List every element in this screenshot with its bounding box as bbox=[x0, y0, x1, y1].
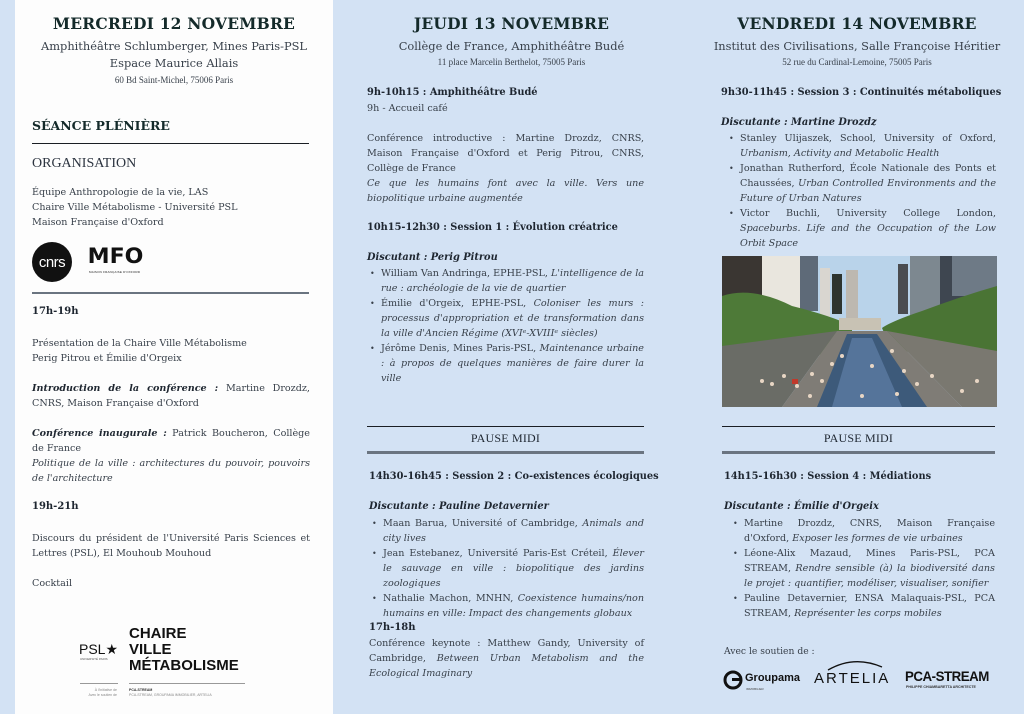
session4-talks bbox=[730, 516, 995, 621]
psl-logo: PSL★ bbox=[79, 641, 119, 657]
talk-title: Coexistence humains/non humains en ville: Impact des changements globaux bbox=[383, 593, 644, 619]
mfo-logo-subtitle: MAISON FRANÇAISE D'OXFORD bbox=[89, 270, 141, 274]
session1-head: 10h15-12h30 : Session 1 : Évolution créatrice bbox=[367, 222, 618, 233]
talk-item bbox=[726, 131, 996, 161]
divider bbox=[367, 451, 644, 454]
session2-talks bbox=[369, 516, 644, 621]
cnrs-logo: cnrs bbox=[32, 242, 72, 282]
session4-head: 14h15-16h30 : Session 4 : Médiations bbox=[724, 471, 932, 482]
intro-conference-block bbox=[367, 131, 644, 206]
talk-speaker: Nathalie Machon, MNHN, bbox=[383, 593, 518, 604]
pause-midi-label: PAUSE MIDI bbox=[470, 431, 541, 445]
keynote-time: 17h-18h bbox=[369, 622, 416, 633]
mfo-logo: MFO bbox=[87, 244, 144, 268]
speech-text: Discours du président de l'Université Paris Sciences et Lettres (PSL), El Mouhoub Mouhoud bbox=[32, 533, 310, 559]
divider bbox=[367, 426, 644, 427]
urban-stream-photo bbox=[722, 256, 997, 407]
talk-item bbox=[369, 591, 644, 621]
organisers-list bbox=[32, 185, 312, 230]
talk-speaker: Maan Barua, Université of Cambridge, bbox=[383, 518, 583, 529]
pause-midi-label: PAUSE MIDI bbox=[823, 431, 894, 445]
inaugural-block bbox=[32, 426, 310, 486]
cocktail-text: Cocktail bbox=[32, 578, 73, 589]
talk-speaker: Émilie d'Orgeix, EPHE-PSL, bbox=[381, 298, 534, 309]
presentation-block bbox=[32, 336, 310, 366]
session1-talks bbox=[367, 266, 644, 386]
pca-stream-logo: PCA-STREAM bbox=[905, 668, 989, 684]
chaire-logo-line: MÉTABOLISME bbox=[129, 657, 239, 674]
wednesday-title: MERCREDI 12 NOVEMBRE bbox=[52, 14, 296, 33]
thursday-column bbox=[333, 0, 690, 714]
psl-logo-subtitle: UNIVERSITÉ PARIS bbox=[80, 657, 108, 661]
talk-item bbox=[367, 341, 644, 386]
talk-item bbox=[730, 546, 995, 591]
talk-speaker: Stanley Ulijaszek, School, University of Oxford, bbox=[740, 133, 996, 144]
talk-title: Élever le sauvage en ville : biopolitique des jardins zoologiques bbox=[383, 548, 644, 589]
talk-speaker: Léone-Alix Mazaud, Mines Paris-PSL, PCA STREAM, bbox=[744, 548, 995, 574]
credit-line: PCA-STREAM bbox=[129, 688, 153, 692]
friday-column bbox=[690, 0, 1024, 714]
session3-discussant: Discutante : Martine Drozdz bbox=[721, 117, 877, 128]
divider bbox=[722, 426, 995, 427]
inaugural-label: Conférence inaugurale : bbox=[32, 428, 167, 439]
presentation-title: Présentation de la Chaire Ville Métabolisme bbox=[32, 338, 247, 349]
groupama-logo: Groupama bbox=[745, 672, 801, 684]
divider bbox=[80, 683, 118, 684]
wednesday-column bbox=[15, 0, 333, 714]
intro-conference-block bbox=[32, 381, 310, 411]
slot-head-budé: 9h-10h15 : Amphithéâtre Budé bbox=[367, 87, 538, 98]
talk-title: Maintenance urbaine : à propos de quelques manières de faire durer la ville bbox=[381, 343, 644, 384]
inaugural-speaker: Patrick Boucheron, Collège de France bbox=[32, 428, 310, 454]
talk-item bbox=[730, 516, 995, 546]
artelia-logo: ARTELIA bbox=[814, 670, 891, 687]
session4-discussant: Discutante : Émilie d'Orgeix bbox=[724, 501, 879, 512]
friday-address: 52 rue du Cardinal-Lemoine, 75005 Paris bbox=[782, 57, 932, 67]
talk-title: Coloniser les murs : processus d'appropriation et de transformation dans la ville d'Ancien Régime (XVIᵉ-XVIIIᵉ siècles) bbox=[381, 298, 645, 339]
talk-item bbox=[726, 206, 996, 251]
intro-speakers: Conférence introductive : Martine Drozdz, CNRS, Maison Française d'Oxford et Perig Pitrou, CNRS, Collège de France bbox=[367, 133, 644, 174]
chaire-logo-text bbox=[129, 626, 239, 674]
talk-speaker: Martine Drozdz, CNRS, Maison Française d'Oxford, bbox=[744, 518, 995, 544]
organiser: Équipe Anthropologie de la vie, LAS bbox=[32, 187, 209, 198]
session2-discussant: Discutante : Pauline Detavernier bbox=[369, 501, 549, 512]
talk-title: Rendre sensible (à) la biodiversité dans le projet : quantifier, modéliser, visualiser, sonifier bbox=[744, 563, 995, 589]
photo-illustration bbox=[722, 256, 997, 407]
session3-head: 9h30-11h45 : Session 3 : Continuités métaboliques bbox=[721, 87, 1002, 98]
organiser: Maison Française d'Oxford bbox=[32, 217, 164, 228]
talk-speaker: William Van Andringa, EPHE-PSL, bbox=[381, 268, 552, 279]
intro-speaker: Martine Drozdz, CNRS, Maison Française d'Oxford bbox=[32, 383, 310, 409]
credit-line: PCA-STREAM, GROUPAMA IMMOBILIER, ARTELIA bbox=[129, 693, 212, 697]
talk-title: Urban Controlled Environments and the Future of Urban Natures bbox=[740, 178, 996, 204]
organiser: Chaire Ville Métabolisme - Université PSL bbox=[32, 202, 238, 213]
divider bbox=[129, 683, 245, 684]
support-label: Avec le soutien de : bbox=[724, 646, 815, 657]
talk-title: Exposer les formes de vie urbaines bbox=[792, 533, 963, 544]
chaire-logo-line: CHAIRE bbox=[129, 625, 187, 642]
keynote-speaker: Conférence keynote : Matthew Gandy, University of Cambridge, bbox=[369, 638, 644, 664]
wednesday-venue-line1: Amphithéâtre Schlumberger, Mines Paris-PSL bbox=[41, 39, 307, 53]
groupama-logo-icon bbox=[723, 670, 743, 690]
talk-title: Spaceburbs. Life and the Occupation of the Low Orbit Space bbox=[740, 223, 996, 249]
groupama-logo-subtitle: IMMOBILIER bbox=[746, 687, 764, 691]
friday-venue: Institut des Civilisations, Salle Françoise Héritier bbox=[713, 39, 1001, 53]
talk-title: Animals and city lives bbox=[383, 518, 644, 544]
talk-speaker: Jean Estebanez, Université Paris-Est Créteil, bbox=[383, 548, 613, 559]
talk-item bbox=[367, 296, 644, 341]
accueil-cafe: 9h - Accueil café bbox=[367, 103, 448, 114]
session2-head: 14h30-16h45 : Session 2 : Co-existences écologiques bbox=[369, 471, 659, 482]
slot-time-17h: 17h-19h bbox=[32, 306, 79, 317]
talk-title: L'intelligence de la rue : archéologie de la vie de quartier bbox=[381, 268, 644, 294]
talk-item bbox=[367, 266, 644, 296]
wednesday-address: 60 Bd Saint-Michel, 75006 Paris bbox=[114, 75, 234, 85]
presentation-speakers: Perig Pitrou et Émilie d'Orgeix bbox=[32, 353, 182, 364]
talk-item bbox=[369, 546, 644, 591]
divider bbox=[32, 143, 309, 144]
session3-talks bbox=[726, 131, 996, 251]
talk-speaker: Jérôme Denis, Mines Paris-PSL, bbox=[381, 343, 540, 354]
intro-talk-title: Ce que les humains font avec la ville. Vers une biopolitique urbaine augmentée bbox=[367, 178, 644, 204]
thursday-address: 11 place Marcelin Berthelot, 75005 Paris bbox=[437, 57, 586, 67]
divider bbox=[32, 292, 309, 294]
credit-line: Avec le soutien de bbox=[88, 693, 117, 697]
talk-title: Urbanism, Activity and Metabolic Health bbox=[740, 148, 940, 159]
intro-label: Introduction de la conférence : bbox=[32, 383, 219, 394]
inaugural-talk-title: Politique de la ville : architectures du pouvoir, pouvoirs de l'architecture bbox=[32, 458, 310, 484]
artelia-swoosh-icon bbox=[826, 656, 884, 670]
keynote-title: Between Urban Metabolism and the Ecological Imaginary bbox=[369, 653, 644, 679]
talk-title: Représenter les corps mobiles bbox=[794, 608, 942, 619]
session1-discussant: Discutant : Perig Pitrou bbox=[367, 252, 498, 263]
credit-line: À l'initiative de bbox=[94, 688, 117, 692]
wednesday-venue-line2: Espace Maurice Allais bbox=[109, 56, 239, 70]
talk-speaker: Jonathan Rutherford, École Nationale des Ponts et Chaussées, bbox=[740, 163, 996, 189]
talk-item bbox=[730, 591, 995, 621]
friday-title: VENDREDI 14 NOVEMBRE bbox=[737, 14, 977, 33]
thursday-title: JEUDI 13 NOVEMBRE bbox=[413, 14, 610, 33]
slot-time-19h: 19h-21h bbox=[32, 501, 79, 512]
credit-left bbox=[79, 688, 117, 698]
pca-stream-logo-subtitle: PHILIPPE CHIAMBARETTA ARCHITECTE bbox=[906, 685, 976, 689]
talk-item bbox=[369, 516, 644, 546]
chaire-logo-line: VILLE bbox=[129, 641, 172, 658]
credit-right bbox=[129, 688, 249, 698]
keynote-block bbox=[369, 636, 644, 681]
talk-speaker: Pauline Detavernier, ENSA Malaquais-PSL, PCA STREAM, bbox=[744, 593, 995, 619]
seance-pleniere-title: SÉANCE PLÉNIÈRE bbox=[32, 118, 170, 133]
organisation-title: ORGANISATION bbox=[32, 156, 137, 171]
thursday-venue: Collège de France, Amphithéâtre Budé bbox=[398, 39, 625, 53]
talk-item bbox=[726, 161, 996, 206]
divider bbox=[722, 451, 995, 454]
talk-speaker: Victor Buchli, University College London, bbox=[740, 208, 996, 219]
